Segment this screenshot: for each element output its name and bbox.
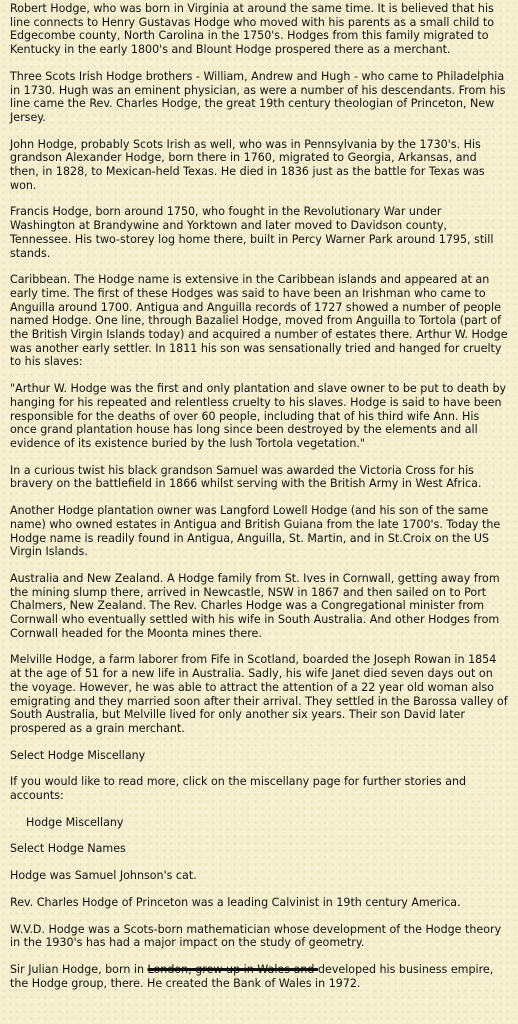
name-entry-charles-hodge: Rev. Charles Hodge of Princeton was a leading Calvinist in 19th century America. [10,895,461,909]
select-hodge-miscellany-link[interactable]: Select Hodge Miscellany [10,748,146,762]
julian-hodge-text-end: developed his business empire, the Hodge group, there. He created the Bank of Wales in 1972. [10,962,494,990]
name-entry-wvd-hodge: W.V.D. Hodge was a Scots-born mathematician whose development of the Hodge theory in the 1930's has had a major impact on the study of geometry. [10,922,502,950]
paragraph-francis-hodge: Francis Hodge, born around 1750, who fought in the Revolutionary War under Washington at Brandywine and Yorktown and later moved to Davidson county, Tennessee. His two-storey log home there, built in Percy Warner Park around 1795, still stands. [10,205,494,260]
paragraph-john-hodge: John Hodge, probably Scots Irish as well, who was in Pennsylvania by the 1730's. His grandson Alexander Hodge, born there in 1760, migrated to Georgia, Arkansas, and then, in 1828, to Mexican-held Texas. He died in 1836 just as the battle for Texas was won. [10,137,485,192]
paragraph-caribbean: Caribbean. The Hodge name is extensive in the Caribbean islands and appeared at an early time. The first of these Hodges was said to have been an Irishman who came to Anguilla around 1700. Antigua and Anguilla records of 1727 showed a number of people named Hodge. One line, through Bazaliel Hodge, moved from Anguilla to Tortola (part of the British Virgin Islands today) and acquired a number of estates there. Arthur W. Hodge was another early settler. In 1811 his son was sensationally tried and hanged for cruelty to his slaves: [10,273,508,369]
hodge-names-list [10,869,508,990]
name-entry-julian-hodge [10,963,508,990]
paragraph-robert-hodge: Robert Hodge, who was born in Virginia at around the same time. It is believed that his line connects to Henry Gustavas Hodge who moved with his parents as a small child to Edgecombe county, North Carolina in the 1750's. Hodges from this family migrated to Kentucky in the early 1800's and Blount Hodge prospered there as a merchant. [10,2,495,57]
julian-hodge-struck-text: London, grew up in Wales and [147,962,318,976]
paragraph-victoria-cross: In a curious twist his black grandson Samuel was awarded the Victoria Cross for his bravery on the battlefield in 1866 whilst serving with the British Army in West Africa. [10,463,482,491]
select-hodge-names-link[interactable]: Select Hodge Names [10,842,126,856]
paragraph-melville-hodge: Melville Hodge, a farm laborer from Fife in Scotland, boarded the Joseph Rowan in 1854 at the age of 51 for a new life in Australia. Sadly, his wife Janet died seven days out on the voyage. However, he was able to attract the attention of a 22 year old woman also emigrating and they married soon after their arrival. They settled in the Barossa valley of South Australia, but Melville lived for only another six years. Their son David later prospered as a grain merchant. [10,653,508,735]
miscellany-intro-text: If you would like to read more, click on the miscellany page for further stories and accounts: [10,775,467,803]
paragraph-australia-new-zealand: Australia and New Zealand. A Hodge family from St. Ives in Cornwall, getting away from the mining slump there, arrived in Newcastle, NSW in 1867 and then sailed on to Port Chalmers, New Zealand. The Rev. Charles Hodge was a Congregational minister from Cornwall who eventually settled with his wife in South Australia. And other Hodges from Cornwall headed for the Moonta mines there. [10,571,500,640]
paragraph-arthur-quote: "Arthur W. Hodge was the first and only plantation and slave owner to be put to death by hanging for his repeated and relentless cruelty to his slaves. Hodge is said to have been responsible for the deaths of over 60 people, including that of his third wife Ann. His once grand plantation house has long since been destroyed by the elements and all evidence of its existence buried by the lush Tortola vegetation." [10,382,507,450]
paragraph-scots-irish-brothers: Three Scots Irish Hodge brothers - William, Andrew and Hugh - who came to Philadelphia in 1730. Hugh was an eminent physician, as were a number of his descendants. From his line came the Rev. Charles Hodge, the great 19th century theologian of Princeton, New Jersey. [10,69,506,124]
paragraph-langford-hodge: Another Hodge plantation owner was Langford Lowell Hodge (and his son of the same name) who owned estates in Antigua and British Guiana from the late 1700's. Today the Hodge name is readily found in Antigua, Anguilla, St. Martin, and in St.Croix on the US Virgin Islands. [10,504,501,559]
name-entry-johnson-cat: Hodge was Samuel Johnson's cat. [10,869,197,883]
hodge-miscellany-link[interactable]: Hodge Miscellany [26,815,124,829]
julian-hodge-text-start: Sir Julian Hodge, born in [10,962,148,976]
